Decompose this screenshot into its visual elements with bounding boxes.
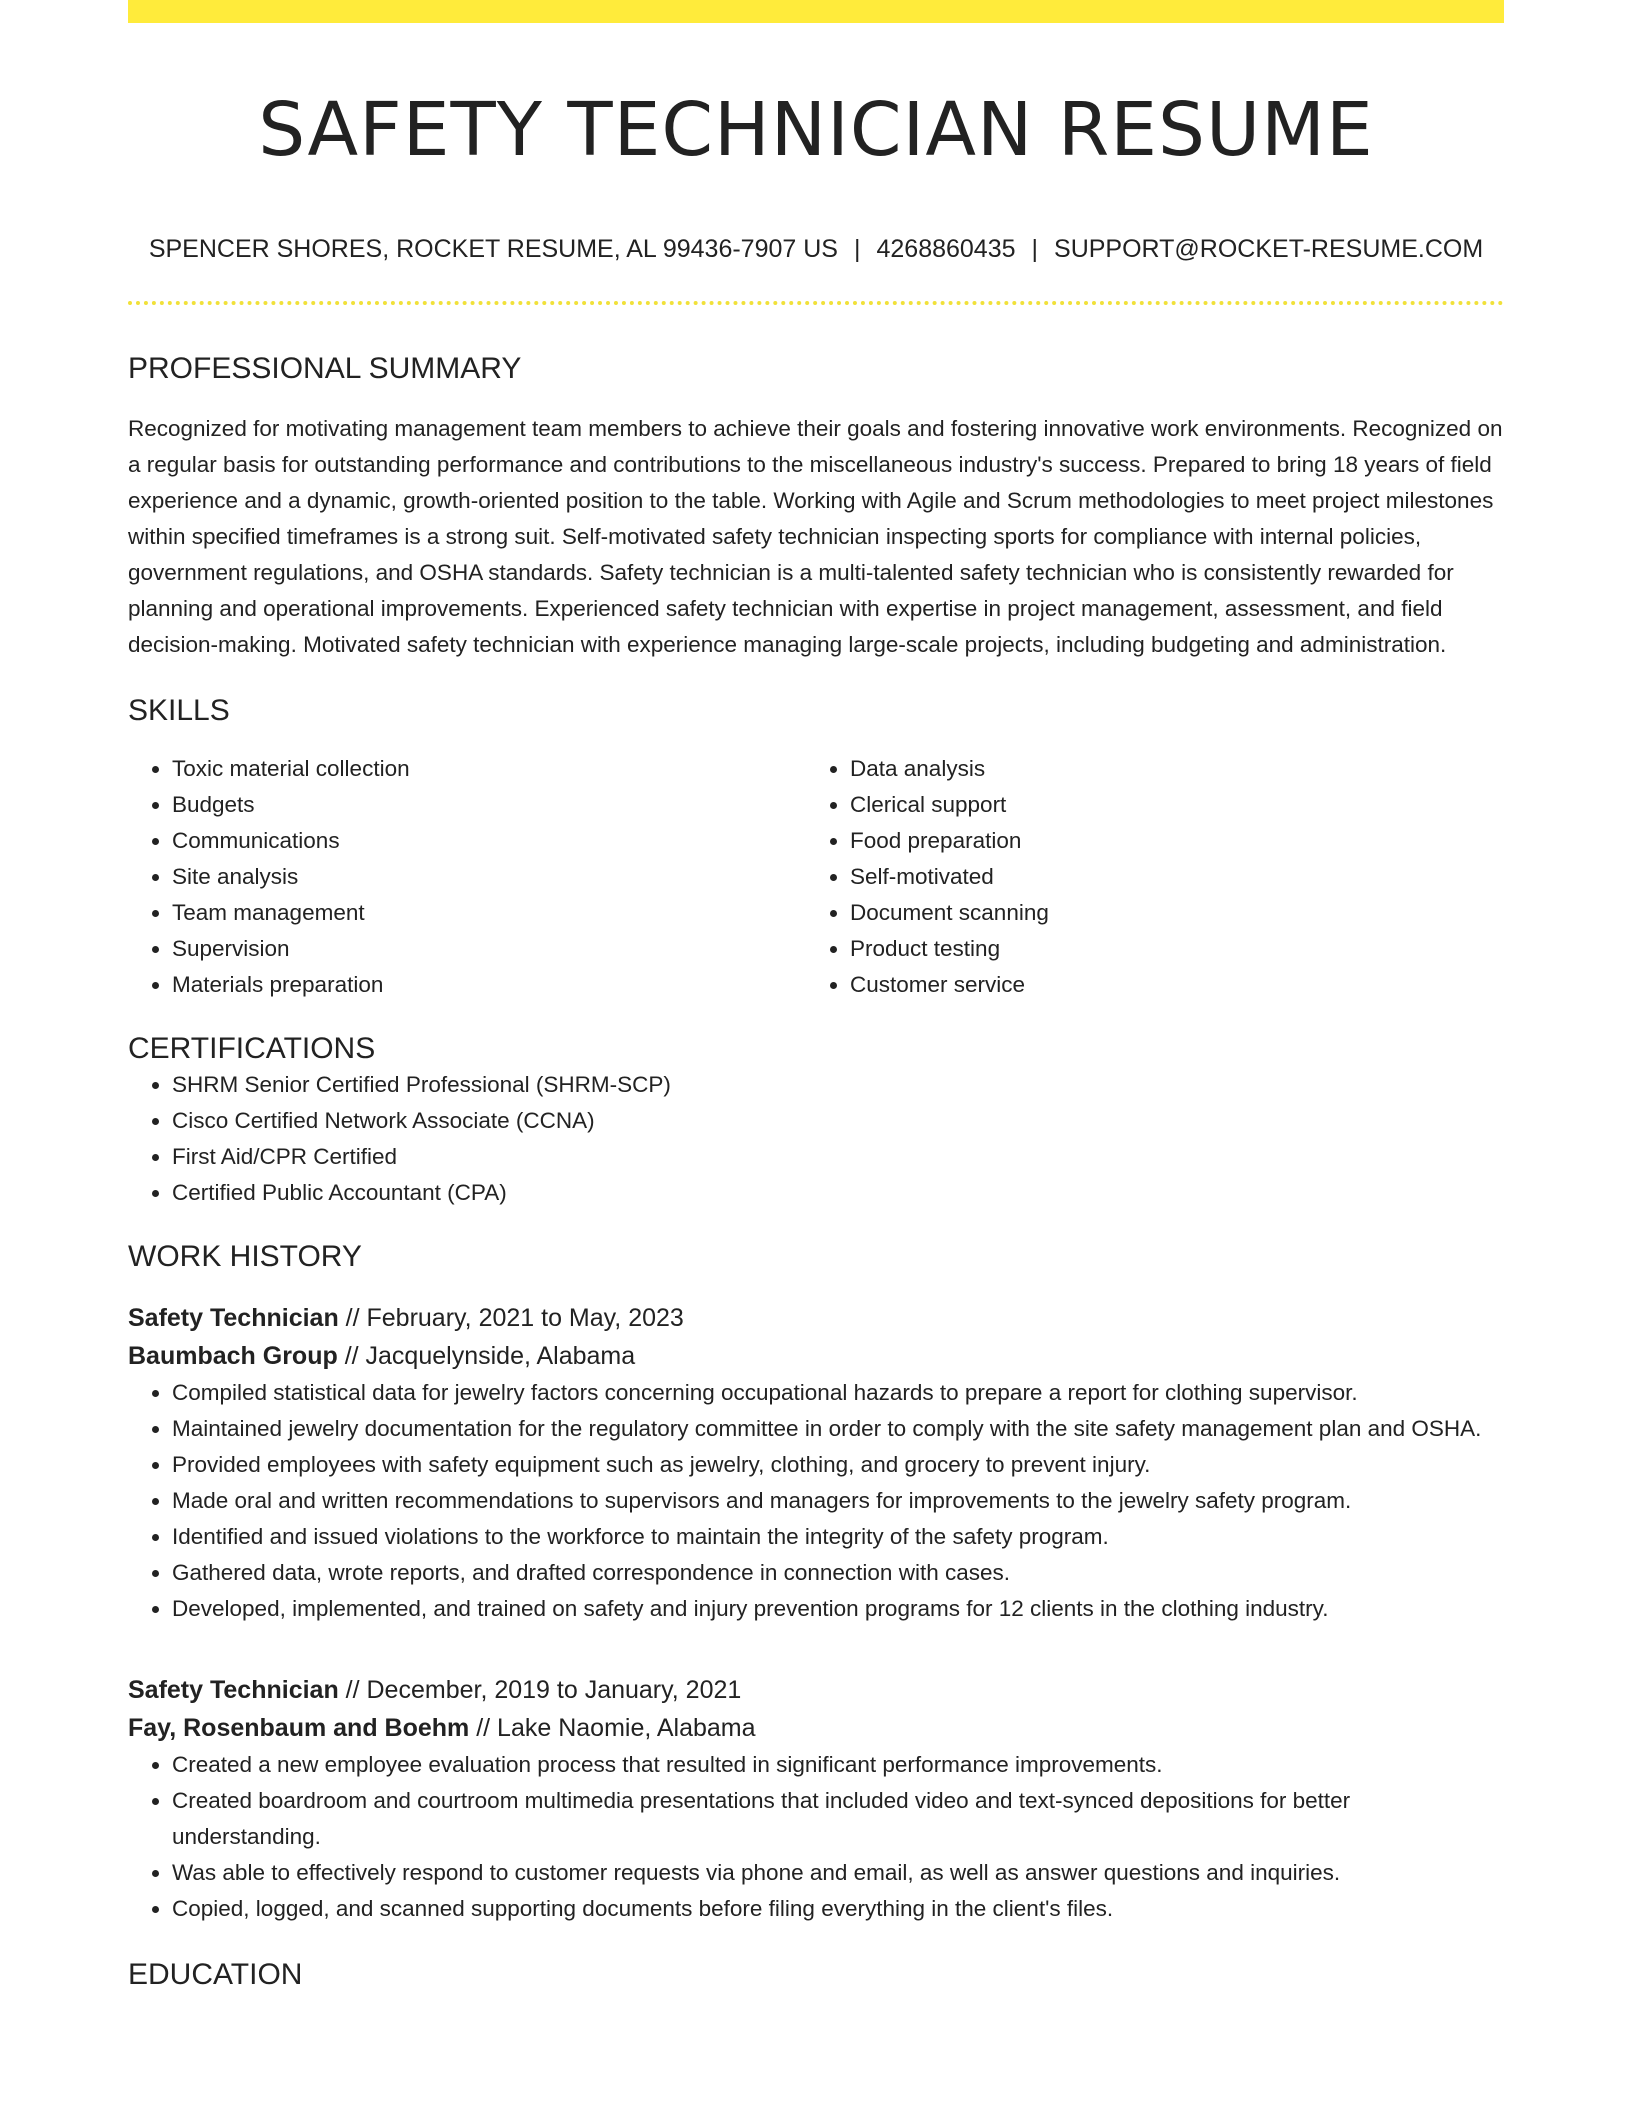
- skill-item: • Document scanning: [850, 895, 1484, 931]
- job-duties-list: [128, 1747, 1504, 1927]
- job-duty: • Provided employees with safety equipment such as jewelry, clothing, and grocery to prevent injury.: [172, 1447, 1504, 1483]
- skill-item: • Toxic material collection: [172, 751, 806, 787]
- skill-item: • Customer service: [850, 967, 1484, 1003]
- skill-item: • Communications: [172, 823, 806, 859]
- skill-item: • Supervision: [172, 931, 806, 967]
- summary-text: Recognized for motivating management team members to achieve their goals and fostering innovative work environments. Recognized on a regular basis for outstanding performance and contributions to the miscellaneous industry's success. Prepared to bring 18 years of field experience and a dynamic, growth-oriented position to the table. Working with Agile and Scrum methodologies to meet project milestones within specified timeframes is a strong suit. Self-motivated safety technician inspecting sports for compliance with internal policies, government regulations, and OSHA standards. Safety technician is a multi-talented safety technician who is consistently rewarded for planning and operational improvements. Experienced safety technician with expertise in project management, assessment, and field decision-making. Motivated safety technician with experience managing large-scale projects, including budgeting and administration.: [128, 416, 1503, 657]
- job-company: Fay, Rosenbaum and Boehm: [128, 1714, 470, 1742]
- top-accent-bar: [128, 0, 1504, 23]
- certification-item: • First Aid/CPR Certified: [172, 1139, 1504, 1175]
- work-history-heading: WORK HISTORY: [128, 1240, 362, 1273]
- job-entry: [128, 1671, 1504, 1927]
- certifications-list: [128, 1067, 1504, 1211]
- contact-line: [128, 233, 1504, 265]
- skill-item: • Food preparation: [850, 823, 1484, 859]
- job-duty: • Compiled statistical data for jewelry factors concerning occupational hazards to prepare a report for clothing supervisor.: [172, 1375, 1504, 1411]
- job-role: Safety Technician: [128, 1304, 339, 1332]
- job-duty: • Created boardroom and courtroom multimedia presentations that included video and text-synced depositions for better understanding.: [172, 1783, 1504, 1855]
- certification-item: • Certified Public Accountant (CPA): [172, 1175, 1504, 1211]
- contact-phone: 4268860435: [876, 235, 1016, 263]
- skill-item: • Clerical support: [850, 787, 1484, 823]
- contact-separator: |: [1031, 235, 1039, 263]
- job-role-line: [128, 1671, 1504, 1709]
- resume-title: SAFETY TECHNICIAN RESUME: [258, 87, 1374, 173]
- job-company-line: [128, 1337, 1504, 1375]
- certification-item: • Cisco Certified Network Associate (CCNA): [172, 1103, 1504, 1139]
- certifications-heading: CERTIFICATIONS: [128, 1032, 376, 1065]
- job-duty: • Made oral and written recommendations to supervisors and managers for improvements to the jewelry safety program.: [172, 1483, 1504, 1519]
- job-location: // Lake Naomie, Alabama: [469, 1714, 756, 1742]
- job-company: Baumbach Group: [128, 1342, 338, 1370]
- job-location: // Jacquelynside, Alabama: [337, 1342, 636, 1370]
- job-duty: • Identified and issued violations to the workforce to maintain the integrity of the safety program.: [172, 1519, 1504, 1555]
- skills-list: [128, 751, 1504, 1003]
- education-heading: EDUCATION: [128, 1958, 303, 1991]
- skill-item: • Product testing: [850, 931, 1484, 967]
- dotted-divider: [128, 301, 1504, 305]
- skill-item: • Materials preparation: [172, 967, 806, 1003]
- skill-item: • Team management: [172, 895, 806, 931]
- job-dates: // December, 2019 to January, 2021: [338, 1676, 742, 1704]
- skill-item: • Budgets: [172, 787, 806, 823]
- contact-email: SUPPORT@ROCKET-RESUME.COM: [1054, 235, 1484, 263]
- job-duty: • Maintained jewelry documentation for the regulatory committee in order to comply with the site safety management plan and OSHA.: [172, 1411, 1504, 1447]
- skill-item: • Self-motivated: [850, 859, 1484, 895]
- skills-column-left: [128, 751, 806, 1003]
- job-duty: • Created a new employee evaluation process that resulted in significant performance improvements.: [172, 1747, 1504, 1783]
- contact-separator: |: [853, 235, 861, 263]
- skills-column-right: [806, 751, 1484, 1003]
- job-duties-list: [128, 1375, 1504, 1627]
- job-entry: [128, 1299, 1504, 1627]
- summary-heading: PROFESSIONAL SUMMARY: [128, 352, 522, 385]
- job-role-line: [128, 1299, 1504, 1337]
- job-duty: • Gathered data, wrote reports, and drafted correspondence in connection with cases.: [172, 1555, 1504, 1591]
- certification-item: • SHRM Senior Certified Professional (SHRM-SCP): [172, 1067, 1504, 1103]
- skills-heading: SKILLS: [128, 694, 230, 727]
- resume-page: [128, 0, 1504, 1993]
- job-company-line: [128, 1709, 1504, 1747]
- contact-address: SPENCER SHORES, ROCKET RESUME, AL 99436-7907 US: [148, 235, 838, 263]
- job-role: Safety Technician: [128, 1676, 339, 1704]
- job-duty: • Was able to effectively respond to customer requests via phone and email, as well as answer questions and inquiries.: [172, 1855, 1504, 1891]
- skill-item: • Data analysis: [850, 751, 1484, 787]
- skill-item: • Site analysis: [172, 859, 806, 895]
- job-dates: // February, 2021 to May, 2023: [338, 1304, 684, 1332]
- job-duty: • Developed, implemented, and trained on safety and injury prevention programs for 12 clients in the clothing industry.: [172, 1591, 1504, 1627]
- job-duty: • Copied, logged, and scanned supporting documents before filing everything in the client's files.: [172, 1891, 1504, 1927]
